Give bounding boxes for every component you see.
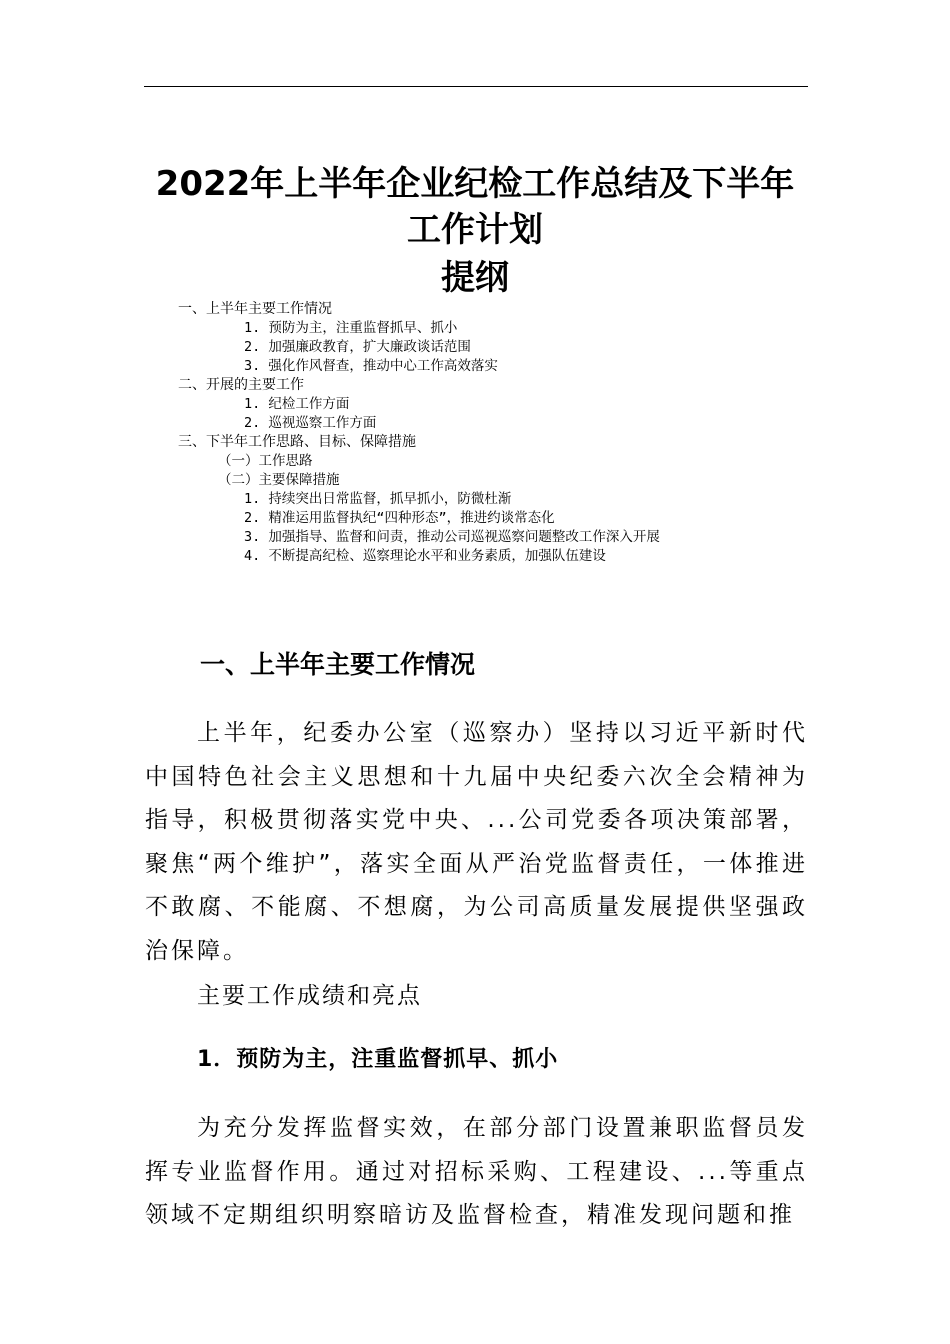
outline-item: 2. 巡视巡察工作方面 [244, 415, 377, 431]
outline-item: （二）主要保障措施 [218, 472, 340, 488]
outline-item: 4. 不断提高纪检、巡察理论水平和业务素质，加强队伍建设 [244, 548, 606, 564]
outline-item: 2. 精准运用监督执纪“四种形态”，推进约谈常态化 [244, 510, 555, 526]
body-paragraph [145, 712, 808, 973]
outline-item: 1. 纪检工作方面 [244, 396, 350, 412]
outline-item: 1. 预防为主，注重监督抓早、抓小 [244, 320, 458, 336]
body-paragraph-caption: 主要工作成绩和亮点 [197, 983, 422, 1009]
header-rule [144, 86, 808, 87]
outline-item: （一）工作思路 [218, 453, 313, 469]
outline-item: 1. 持续突出日常监督，抓早抓小，防微杜渐 [244, 491, 512, 507]
document-title-line3: 提纲 [441, 258, 509, 298]
outline-item: 一、上半年主要工作情况 [178, 301, 332, 317]
section-heading: 一、上半年主要工作情况 [200, 650, 476, 679]
document-title-line1: 2022年上半年企业纪检工作总结及下半年 [155, 164, 795, 204]
outline-item: 二、开展的主要工作 [178, 377, 304, 393]
outline-item: 2. 加强廉政教育，扩大廉政谈话范围 [244, 339, 471, 355]
paragraph-text: 为充分发挥监督实效，在部分部门设置兼职监督员发挥专业监督作用。通过对招标采购、工程建设、...等重点领域不定期组织明察暗访及监督检查，精准发现问题和推 [145, 1115, 808, 1228]
paragraph-text: 上半年，纪委办公室（巡察办）坚持以习近平新时代中国特色社会主义思想和十九届中央纪委六次全会精神为指导，积极贯彻落实党中央、...公司党委各项决策部署，聚焦“两个维护”，落实全面从严治党监督责任，一体推进不敢腐、不能腐、不想腐，为公司高质量发展提供坚强政治保障。 [145, 720, 808, 964]
document-title-line2: 工作计划 [407, 210, 543, 250]
subsection-heading: 1．预防为主，注重监督抓早、抓小 [197, 1047, 559, 1072]
outline-item: 3. 加强指导、监督和问责，推动公司巡视巡察问题整改工作深入开展 [244, 529, 660, 545]
outline-item: 3. 强化作风督查，推动中心工作高效落实 [244, 358, 498, 374]
outline-item: 三、下半年工作思路、目标、保障措施 [178, 434, 416, 450]
body-paragraph [145, 1107, 808, 1238]
